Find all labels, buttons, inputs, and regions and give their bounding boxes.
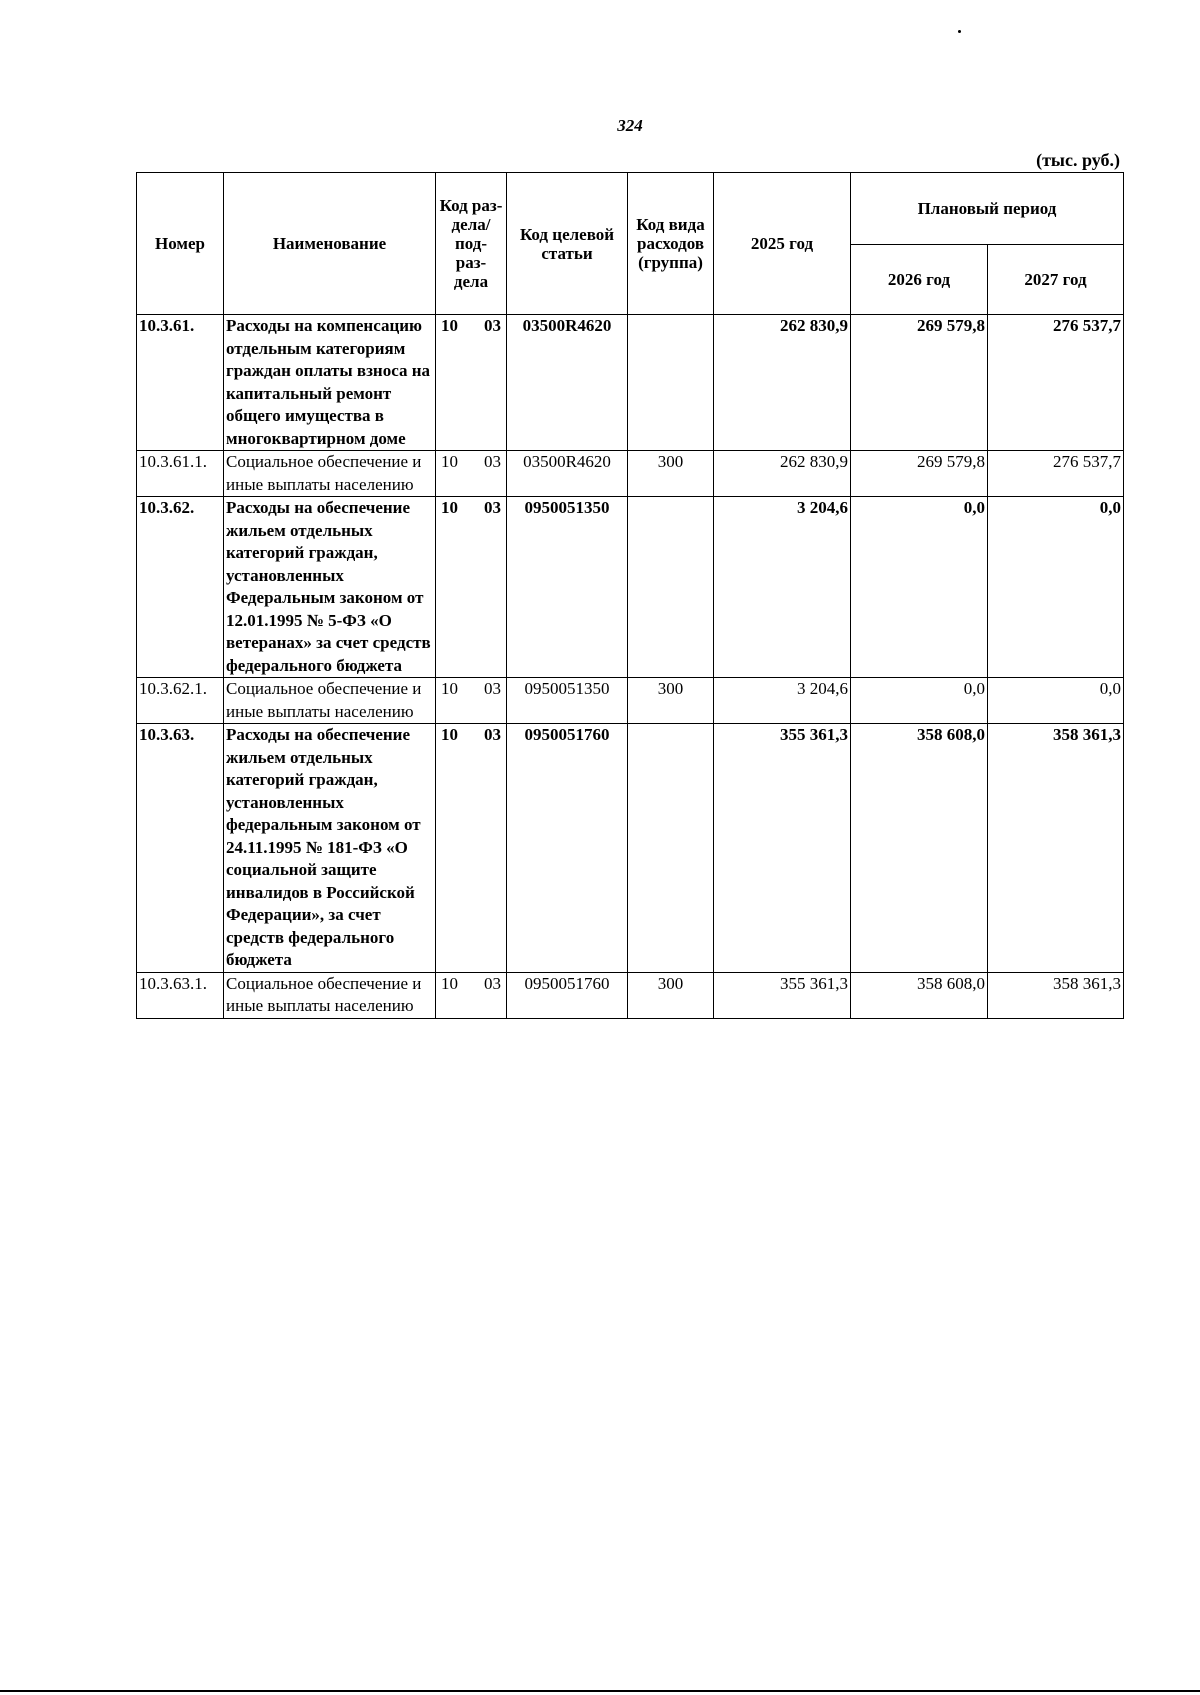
row-expense-type: 300 [628, 972, 714, 1018]
razdel: 10 [441, 679, 458, 698]
header-number: Номер [137, 173, 224, 315]
row-2026: 269 579,8 [851, 315, 988, 451]
row-2027: 358 361,3 [988, 724, 1124, 973]
row-2027: 276 537,7 [988, 315, 1124, 451]
row-expense-type [628, 497, 714, 678]
header-2027: 2027 год [988, 245, 1124, 315]
row-name: Социальное обеспечение и иные выплаты населению [224, 972, 436, 1018]
row-section-code [436, 315, 507, 451]
table-row [137, 497, 1124, 678]
header-target: Код целевой статьи [507, 173, 628, 315]
razdel: 10 [441, 452, 458, 471]
row-section-code [436, 724, 507, 973]
row-expense-type [628, 315, 714, 451]
podrazdel: 03 [484, 498, 501, 517]
row-target-code: 03500R4620 [507, 451, 628, 497]
row-2025: 262 830,9 [714, 451, 851, 497]
row-number: 10.3.62. [137, 497, 224, 678]
row-name: Расходы на компенсацию отдельным категориям граждан оплаты взноса на капитальный ремонт общего имущества в многоквартирном доме [224, 315, 436, 451]
row-target-code: 0950051350 [507, 497, 628, 678]
row-2025: 355 361,3 [714, 724, 851, 973]
row-2027: 0,0 [988, 678, 1124, 724]
razdel: 10 [441, 973, 458, 993]
row-2025: 3 204,6 [714, 678, 851, 724]
row-target-code: 0950051760 [507, 724, 628, 973]
row-number: 10.3.61.1. [137, 451, 224, 497]
table-row [137, 724, 1124, 973]
row-expense-type [628, 724, 714, 973]
header-expense-type: Код вида расходов (группа) [628, 173, 714, 315]
row-2027: 358 361,3 [988, 972, 1124, 1018]
row-2026: 0,0 [851, 497, 988, 678]
row-number: 10.3.63.1. [137, 972, 224, 1018]
row-name: Социальное обеспечение и иные выплаты населению [224, 678, 436, 724]
row-section-code [436, 972, 507, 1018]
row-name: Расходы на обеспечение жильем отдельных категорий граждан, установленных Федеральным законом от 12.01.1995 № 5-ФЗ «О ветеранах» за счет средств федерального бюджета [224, 497, 436, 678]
row-section-code [436, 451, 507, 497]
header-section: Код раз- дела/ под- раз- дела [436, 173, 507, 315]
row-2027: 276 537,7 [988, 451, 1124, 497]
row-name: Расходы на обеспечение жильем отдельных категорий граждан, установленных федеральным законом от 24.11.1995 № 181-ФЗ «О социальной защите инвалидов в Российской Федерации», за счет средств федерального бюджета [224, 724, 436, 973]
header-2025: 2025 год [714, 173, 851, 315]
row-name: Социальное обеспечение и иные выплаты населению [224, 451, 436, 497]
page-bottom-border [0, 1690, 1200, 1692]
row-section-code [436, 678, 507, 724]
podrazdel: 03 [484, 316, 501, 335]
row-number: 10.3.61. [137, 315, 224, 451]
table-row [137, 451, 1124, 497]
row-2025: 3 204,6 [714, 497, 851, 678]
row-2026: 0,0 [851, 678, 988, 724]
row-number: 10.3.63. [137, 724, 224, 973]
row-2025: 262 830,9 [714, 315, 851, 451]
podrazdel: 03 [484, 452, 501, 471]
row-2026: 358 608,0 [851, 724, 988, 973]
table-row [137, 678, 1124, 724]
header-2026: 2026 год [851, 245, 988, 315]
table-row [137, 972, 1124, 1018]
razdel: 10 [441, 498, 458, 517]
row-2027: 0,0 [988, 497, 1124, 678]
header-planned-period: Плановый период [851, 173, 1124, 245]
header-name: Наименование [224, 173, 436, 315]
razdel: 10 [441, 316, 458, 335]
row-2026: 358 608,0 [851, 972, 988, 1018]
row-expense-type: 300 [628, 678, 714, 724]
row-2025: 355 361,3 [714, 972, 851, 1018]
razdel: 10 [441, 725, 458, 744]
podrazdel: 03 [484, 679, 501, 698]
row-expense-type: 300 [628, 451, 714, 497]
podrazdel: 03 [484, 973, 501, 993]
podrazdel: 03 [484, 725, 501, 744]
row-target-code: 03500R4620 [507, 315, 628, 451]
row-number: 10.3.62.1. [137, 678, 224, 724]
scan-dot [958, 30, 961, 33]
row-2026: 269 579,8 [851, 451, 988, 497]
row-target-code: 0950051760 [507, 972, 628, 1018]
table-body [137, 315, 1124, 1019]
units-label: (тыс. руб.) [1036, 150, 1120, 170]
page-number: 324 [617, 116, 643, 135]
budget-table [136, 172, 1124, 1019]
table-header [137, 173, 1124, 315]
row-section-code [436, 497, 507, 678]
row-target-code: 0950051350 [507, 678, 628, 724]
table-row [137, 315, 1124, 451]
